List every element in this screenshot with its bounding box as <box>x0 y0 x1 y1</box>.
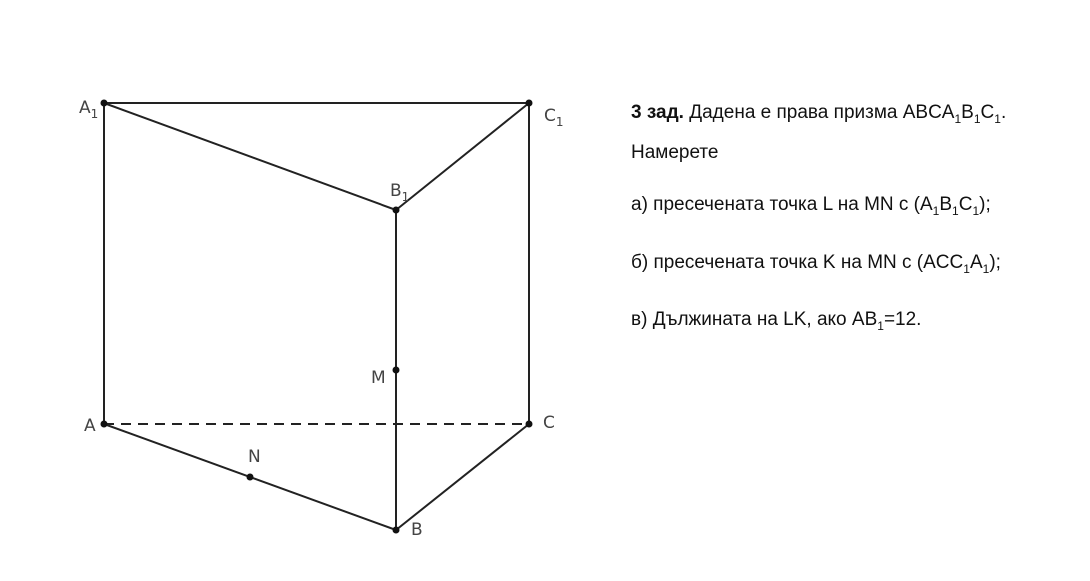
label-M: M <box>371 368 386 388</box>
label-B1: $B_1$ <box>390 181 410 204</box>
vertex-A <box>101 421 108 428</box>
label-A: A <box>84 416 96 436</box>
problem-title: 3 зад. <box>631 102 684 123</box>
point-M <box>393 367 400 374</box>
vertex-B1 <box>393 207 400 214</box>
problem-item-b: б) пресечената точка K на MN с $(ACC_1A_1)$; <box>631 251 1001 276</box>
problem-item-a: а) пресечената точка L на MN с $(A_1B_1C_1)$; <box>631 193 991 218</box>
problem-item-c: в) Дължината на LK, ако $AB_1=12$. <box>631 309 922 334</box>
vertex-C <box>526 421 533 428</box>
vertex-C1 <box>526 100 533 107</box>
label-A1: $A_1$ <box>79 98 99 121</box>
problem-instruction: Намерете <box>631 141 719 163</box>
label-C1: $C_1$ <box>544 106 564 129</box>
label-N: N <box>248 447 261 467</box>
problem-text <box>631 96 1081 343</box>
point-N <box>247 474 254 481</box>
problem-statement: 3 зад. Дадена е права призма $ABCA_1B_1C_1$. <box>631 102 1007 126</box>
label-C: C <box>543 413 555 433</box>
edge-A1-B1 <box>104 103 396 210</box>
vertex-A1 <box>101 100 108 107</box>
edge-B1-C1 <box>396 103 529 210</box>
vertex-B <box>393 527 400 534</box>
edge-B-C <box>396 424 529 530</box>
label-B: B <box>411 520 423 540</box>
